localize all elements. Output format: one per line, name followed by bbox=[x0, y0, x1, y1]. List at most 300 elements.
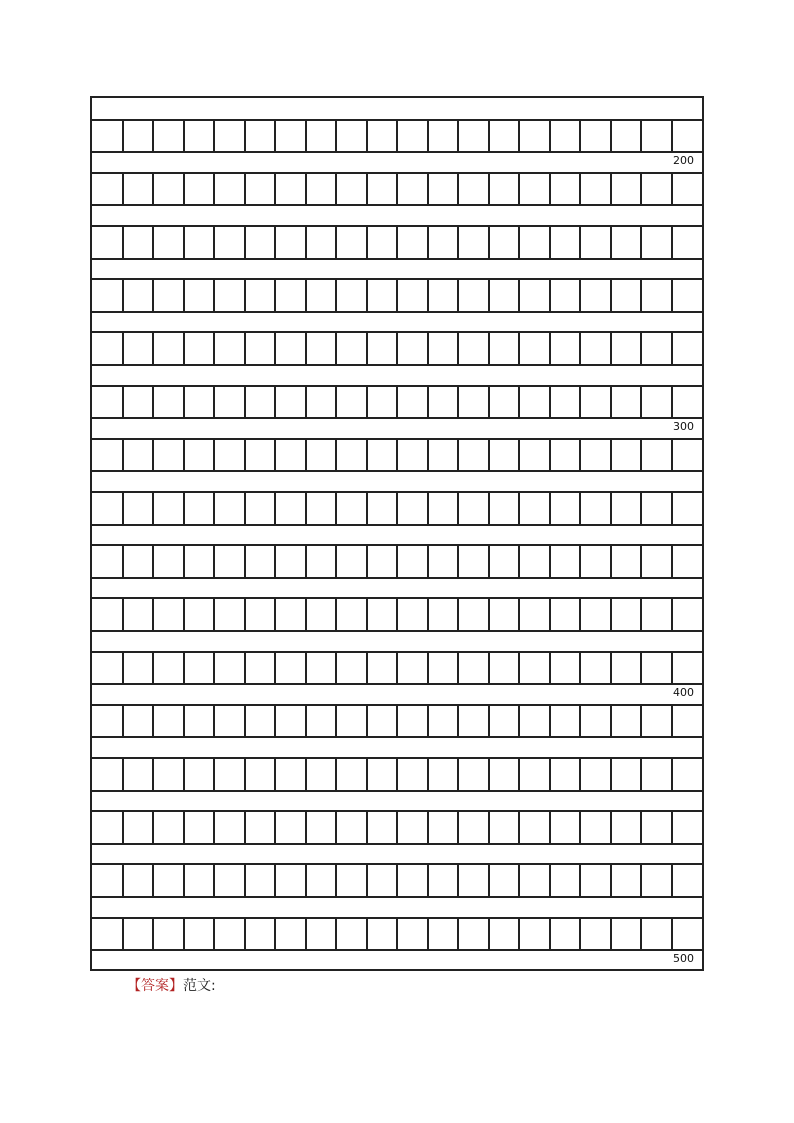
answer-tag: 【答案】 bbox=[127, 978, 183, 994]
grid-cell-divider bbox=[335, 331, 337, 364]
grid-cell-divider bbox=[457, 491, 459, 524]
grid-cell-divider bbox=[518, 651, 520, 684]
grid-cell-divider bbox=[518, 331, 520, 364]
grid-cell-divider bbox=[427, 757, 429, 790]
grid-cell-divider bbox=[488, 597, 490, 630]
grid-cell-divider bbox=[457, 438, 459, 471]
grid-cell-divider bbox=[183, 704, 185, 737]
grid-cell-divider bbox=[335, 438, 337, 471]
grid-cell-divider bbox=[427, 651, 429, 684]
grid-cell-divider bbox=[213, 863, 215, 896]
grid-cell-divider bbox=[610, 119, 612, 152]
grid-cell-divider bbox=[152, 119, 154, 152]
grid-cell-divider bbox=[427, 863, 429, 896]
grid-cell-divider bbox=[213, 544, 215, 577]
grid-cell-divider bbox=[366, 385, 368, 418]
grid-cell-divider bbox=[427, 917, 429, 950]
grid-cell-divider bbox=[396, 491, 398, 524]
grid-cell-divider bbox=[457, 225, 459, 258]
grid-cell-divider bbox=[488, 225, 490, 258]
grid-cell-divider bbox=[396, 810, 398, 843]
grid-cell-divider bbox=[640, 544, 642, 577]
grid-cell-divider bbox=[335, 119, 337, 152]
grid-cell-divider bbox=[488, 863, 490, 896]
grid-row-bottom-line bbox=[92, 311, 702, 313]
grid-cell-divider bbox=[457, 757, 459, 790]
grid-cell-divider bbox=[274, 172, 276, 205]
grid-cell-divider bbox=[396, 172, 398, 205]
grid-cell-divider bbox=[671, 172, 673, 205]
grid-cell-divider bbox=[122, 651, 124, 684]
grid-cell-divider bbox=[396, 917, 398, 950]
grid-cell-divider bbox=[488, 704, 490, 737]
grid-cell-divider bbox=[427, 810, 429, 843]
grid-cell-divider bbox=[579, 704, 581, 737]
grid-cell-divider bbox=[335, 385, 337, 418]
grid-cell-divider bbox=[122, 385, 124, 418]
grid-cell-divider bbox=[244, 119, 246, 152]
grid-cell-divider bbox=[640, 119, 642, 152]
grid-cell-divider bbox=[640, 438, 642, 471]
grid-cell-divider bbox=[549, 704, 551, 737]
grid-cell-divider bbox=[366, 491, 368, 524]
grid-cell-divider bbox=[122, 278, 124, 311]
grid-row-bottom-line bbox=[92, 790, 702, 792]
grid-cell-divider bbox=[671, 544, 673, 577]
grid-cell-divider bbox=[152, 651, 154, 684]
grid-cell-divider bbox=[640, 757, 642, 790]
grid-cell-divider bbox=[457, 331, 459, 364]
grid-cell-divider bbox=[396, 278, 398, 311]
grid-cell-divider bbox=[183, 172, 185, 205]
grid-cell-divider bbox=[579, 331, 581, 364]
grid-cell-divider bbox=[305, 491, 307, 524]
grid-cell-divider bbox=[671, 278, 673, 311]
grid-cell-divider bbox=[610, 863, 612, 896]
grid-cell-divider bbox=[366, 597, 368, 630]
grid-cell-divider bbox=[610, 544, 612, 577]
grid-cell-divider bbox=[335, 810, 337, 843]
grid-cell-divider bbox=[152, 544, 154, 577]
grid-row-bottom-line bbox=[92, 258, 702, 260]
grid-cell-divider bbox=[305, 757, 307, 790]
grid-cell-divider bbox=[457, 651, 459, 684]
grid-cell-divider bbox=[305, 172, 307, 205]
grid-cell-divider bbox=[366, 757, 368, 790]
grid-row-bottom-line bbox=[92, 736, 702, 738]
grid-cell-divider bbox=[518, 172, 520, 205]
grid-cell-divider bbox=[518, 119, 520, 152]
grid-cell-divider bbox=[244, 225, 246, 258]
grid-cell-divider bbox=[183, 278, 185, 311]
grid-cell-divider bbox=[213, 651, 215, 684]
grid-cell-divider bbox=[640, 385, 642, 418]
grid-cell-divider bbox=[427, 491, 429, 524]
grid-cell-divider bbox=[579, 225, 581, 258]
grid-cell-divider bbox=[579, 544, 581, 577]
grid-cell-divider bbox=[671, 704, 673, 737]
grid-cell-divider bbox=[549, 172, 551, 205]
grid-cell-divider bbox=[457, 863, 459, 896]
grid-cell-divider bbox=[305, 810, 307, 843]
grid-cell-divider bbox=[457, 385, 459, 418]
grid-cell-divider bbox=[518, 863, 520, 896]
grid-cell-divider bbox=[122, 757, 124, 790]
grid-cell-divider bbox=[640, 651, 642, 684]
grid-cell-divider bbox=[671, 119, 673, 152]
grid-cell-divider bbox=[488, 810, 490, 843]
grid-cell-divider bbox=[396, 757, 398, 790]
grid-cell-divider bbox=[640, 172, 642, 205]
grid-cell-divider bbox=[335, 757, 337, 790]
grid-cell-divider bbox=[549, 810, 551, 843]
grid-cell-divider bbox=[427, 278, 429, 311]
grid-cell-divider bbox=[305, 544, 307, 577]
grid-cell-divider bbox=[488, 651, 490, 684]
grid-cell-divider bbox=[579, 757, 581, 790]
grid-cell-divider bbox=[305, 863, 307, 896]
grid-cell-divider bbox=[610, 917, 612, 950]
answer-line bbox=[127, 976, 216, 996]
grid-cell-divider bbox=[549, 544, 551, 577]
grid-cell-divider bbox=[213, 385, 215, 418]
grid-cell-divider bbox=[488, 278, 490, 311]
word-count-marker: 500 bbox=[673, 952, 694, 966]
grid-cell-divider bbox=[457, 544, 459, 577]
grid-cell-divider bbox=[610, 757, 612, 790]
grid-cell-divider bbox=[152, 225, 154, 258]
grid-row-bottom-line bbox=[92, 843, 702, 845]
grid-cell-divider bbox=[366, 651, 368, 684]
grid-cell-divider bbox=[274, 544, 276, 577]
grid-cell-divider bbox=[366, 863, 368, 896]
grid-cell-divider bbox=[183, 331, 185, 364]
grid-cell-divider bbox=[457, 704, 459, 737]
grid-cell-divider bbox=[213, 225, 215, 258]
grid-cell-divider bbox=[244, 651, 246, 684]
grid-cell-divider bbox=[488, 438, 490, 471]
grid-cell-divider bbox=[640, 597, 642, 630]
grid-cell-divider bbox=[396, 225, 398, 258]
grid-cell-divider bbox=[671, 491, 673, 524]
grid-cell-divider bbox=[274, 331, 276, 364]
grid-cell-divider bbox=[335, 491, 337, 524]
grid-cell-divider bbox=[610, 172, 612, 205]
grid-cell-divider bbox=[183, 863, 185, 896]
grid-row-bottom-line bbox=[92, 364, 702, 366]
composition-grid bbox=[90, 96, 704, 971]
grid-cell-divider bbox=[122, 119, 124, 152]
grid-cell-divider bbox=[335, 651, 337, 684]
grid-cell-divider bbox=[244, 863, 246, 896]
grid-cell-divider bbox=[274, 438, 276, 471]
grid-cell-divider bbox=[640, 225, 642, 258]
grid-cell-divider bbox=[579, 917, 581, 950]
grid-cell-divider bbox=[427, 385, 429, 418]
grid-cell-divider bbox=[244, 438, 246, 471]
grid-cell-divider bbox=[305, 225, 307, 258]
grid-cell-divider bbox=[488, 119, 490, 152]
grid-cell-divider bbox=[579, 863, 581, 896]
grid-cell-divider bbox=[366, 704, 368, 737]
grid-row-bottom-line bbox=[92, 896, 702, 898]
grid-cell-divider bbox=[427, 331, 429, 364]
grid-cell-divider bbox=[213, 810, 215, 843]
grid-cell-divider bbox=[549, 119, 551, 152]
grid-cell-divider bbox=[396, 651, 398, 684]
grid-cell-divider bbox=[518, 225, 520, 258]
model-essay-label: 范文: bbox=[183, 978, 216, 994]
grid-cell-divider bbox=[244, 704, 246, 737]
grid-cell-divider bbox=[640, 863, 642, 896]
grid-cell-divider bbox=[183, 810, 185, 843]
grid-cell-divider bbox=[244, 597, 246, 630]
grid-cell-divider bbox=[427, 704, 429, 737]
grid-cell-divider bbox=[244, 544, 246, 577]
grid-cell-divider bbox=[244, 810, 246, 843]
grid-cell-divider bbox=[213, 119, 215, 152]
grid-cell-divider bbox=[610, 438, 612, 471]
grid-cell-divider bbox=[183, 385, 185, 418]
grid-cell-divider bbox=[244, 278, 246, 311]
grid-cell-divider bbox=[122, 225, 124, 258]
grid-cell-divider bbox=[122, 544, 124, 577]
grid-cell-divider bbox=[274, 810, 276, 843]
grid-cell-divider bbox=[396, 544, 398, 577]
grid-cell-divider bbox=[152, 491, 154, 524]
grid-cell-divider bbox=[152, 278, 154, 311]
grid-cell-divider bbox=[640, 278, 642, 311]
grid-cell-divider bbox=[549, 863, 551, 896]
grid-cell-divider bbox=[396, 331, 398, 364]
grid-cell-divider bbox=[274, 278, 276, 311]
grid-cell-divider bbox=[366, 278, 368, 311]
grid-cell-divider bbox=[366, 438, 368, 471]
grid-cell-divider bbox=[122, 172, 124, 205]
grid-cell-divider bbox=[518, 278, 520, 311]
grid-cell-divider bbox=[274, 597, 276, 630]
grid-cell-divider bbox=[274, 917, 276, 950]
grid-cell-divider bbox=[488, 385, 490, 418]
grid-row-bottom-line bbox=[92, 204, 702, 206]
grid-cell-divider bbox=[640, 331, 642, 364]
grid-cell-divider bbox=[244, 491, 246, 524]
grid-cell-divider bbox=[579, 597, 581, 630]
grid-cell-divider bbox=[152, 810, 154, 843]
grid-cell-divider bbox=[518, 597, 520, 630]
grid-cell-divider bbox=[366, 810, 368, 843]
grid-cell-divider bbox=[579, 278, 581, 311]
grid-row-bottom-line bbox=[92, 151, 702, 153]
grid-cell-divider bbox=[183, 597, 185, 630]
grid-cell-divider bbox=[366, 544, 368, 577]
grid-cell-divider bbox=[213, 438, 215, 471]
grid-cell-divider bbox=[274, 119, 276, 152]
grid-cell-divider bbox=[122, 597, 124, 630]
grid-cell-divider bbox=[457, 278, 459, 311]
grid-cell-divider bbox=[640, 917, 642, 950]
grid-cell-divider bbox=[549, 331, 551, 364]
grid-cell-divider bbox=[152, 172, 154, 205]
grid-cell-divider bbox=[274, 757, 276, 790]
grid-cell-divider bbox=[183, 438, 185, 471]
grid-cell-divider bbox=[610, 225, 612, 258]
word-count-marker: 300 bbox=[673, 420, 694, 434]
grid-cell-divider bbox=[274, 863, 276, 896]
grid-cell-divider bbox=[152, 385, 154, 418]
grid-cell-divider bbox=[396, 119, 398, 152]
grid-cell-divider bbox=[518, 491, 520, 524]
grid-cell-divider bbox=[335, 225, 337, 258]
grid-cell-divider bbox=[335, 597, 337, 630]
grid-cell-divider bbox=[396, 863, 398, 896]
grid-cell-divider bbox=[518, 810, 520, 843]
grid-cell-divider bbox=[610, 385, 612, 418]
grid-cell-divider bbox=[183, 757, 185, 790]
grid-cell-divider bbox=[549, 278, 551, 311]
grid-cell-divider bbox=[305, 917, 307, 950]
word-count-marker: 200 bbox=[673, 154, 694, 168]
grid-cell-divider bbox=[549, 917, 551, 950]
grid-cell-divider bbox=[274, 651, 276, 684]
grid-cell-divider bbox=[488, 331, 490, 364]
grid-cell-divider bbox=[640, 704, 642, 737]
grid-cell-divider bbox=[427, 172, 429, 205]
grid-cell-divider bbox=[579, 651, 581, 684]
grid-cell-divider bbox=[335, 704, 337, 737]
grid-cell-divider bbox=[671, 597, 673, 630]
grid-cell-divider bbox=[427, 438, 429, 471]
grid-cell-divider bbox=[305, 278, 307, 311]
grid-cell-divider bbox=[152, 757, 154, 790]
grid-cell-divider bbox=[457, 119, 459, 152]
grid-cell-divider bbox=[183, 651, 185, 684]
grid-cell-divider bbox=[610, 810, 612, 843]
grid-cell-divider bbox=[457, 917, 459, 950]
grid-row-bottom-line bbox=[92, 470, 702, 472]
grid-cell-divider bbox=[579, 438, 581, 471]
grid-cell-divider bbox=[518, 438, 520, 471]
grid-cell-divider bbox=[366, 172, 368, 205]
grid-cell-divider bbox=[549, 438, 551, 471]
grid-cell-divider bbox=[335, 863, 337, 896]
grid-cell-divider bbox=[274, 491, 276, 524]
grid-cell-divider bbox=[579, 172, 581, 205]
grid-cell-divider bbox=[274, 225, 276, 258]
grid-cell-divider bbox=[305, 597, 307, 630]
grid-cell-divider bbox=[671, 331, 673, 364]
grid-cell-divider bbox=[549, 597, 551, 630]
grid-cell-divider bbox=[244, 917, 246, 950]
grid-cell-divider bbox=[122, 810, 124, 843]
grid-cell-divider bbox=[366, 917, 368, 950]
grid-cell-divider bbox=[549, 385, 551, 418]
grid-cell-divider bbox=[213, 704, 215, 737]
grid-cell-divider bbox=[488, 172, 490, 205]
grid-cell-divider bbox=[671, 917, 673, 950]
grid-cell-divider bbox=[122, 438, 124, 471]
grid-cell-divider bbox=[518, 544, 520, 577]
grid-cell-divider bbox=[183, 917, 185, 950]
grid-row-bottom-line bbox=[92, 683, 702, 685]
grid-cell-divider bbox=[366, 331, 368, 364]
grid-cell-divider bbox=[183, 544, 185, 577]
grid-cell-divider bbox=[152, 704, 154, 737]
grid-cell-divider bbox=[488, 757, 490, 790]
grid-cell-divider bbox=[427, 597, 429, 630]
grid-cell-divider bbox=[579, 810, 581, 843]
grid-cell-divider bbox=[671, 438, 673, 471]
grid-cell-divider bbox=[579, 385, 581, 418]
grid-cell-divider bbox=[122, 704, 124, 737]
grid-cell-divider bbox=[305, 119, 307, 152]
grid-cell-divider bbox=[396, 704, 398, 737]
grid-cell-divider bbox=[213, 331, 215, 364]
grid-cell-divider bbox=[305, 704, 307, 737]
grid-cell-divider bbox=[213, 278, 215, 311]
word-count-marker: 400 bbox=[673, 686, 694, 700]
grid-cell-divider bbox=[366, 119, 368, 152]
grid-row-bottom-line bbox=[92, 524, 702, 526]
grid-cell-divider bbox=[671, 757, 673, 790]
grid-cell-divider bbox=[152, 438, 154, 471]
grid-cell-divider bbox=[335, 917, 337, 950]
grid-cell-divider bbox=[671, 385, 673, 418]
grid-cell-divider bbox=[244, 172, 246, 205]
grid-cell-divider bbox=[122, 491, 124, 524]
grid-cell-divider bbox=[427, 544, 429, 577]
grid-cell-divider bbox=[671, 225, 673, 258]
grid-cell-divider bbox=[183, 225, 185, 258]
grid-cell-divider bbox=[213, 757, 215, 790]
grid-cell-divider bbox=[549, 491, 551, 524]
grid-cell-divider bbox=[610, 704, 612, 737]
grid-cell-divider bbox=[488, 917, 490, 950]
grid-row-bottom-line bbox=[92, 577, 702, 579]
grid-cell-divider bbox=[457, 597, 459, 630]
grid-cell-divider bbox=[152, 331, 154, 364]
grid-cell-divider bbox=[183, 491, 185, 524]
grid-cell-divider bbox=[518, 704, 520, 737]
grid-cell-divider bbox=[549, 651, 551, 684]
grid-cell-divider bbox=[183, 119, 185, 152]
grid-cell-divider bbox=[488, 491, 490, 524]
grid-row-bottom-line bbox=[92, 630, 702, 632]
grid-cell-divider bbox=[213, 597, 215, 630]
grid-cell-divider bbox=[640, 810, 642, 843]
grid-cell-divider bbox=[335, 172, 337, 205]
grid-cell-divider bbox=[671, 863, 673, 896]
grid-cell-divider bbox=[549, 225, 551, 258]
grid-cell-divider bbox=[122, 863, 124, 896]
grid-cell-divider bbox=[427, 119, 429, 152]
grid-cell-divider bbox=[305, 385, 307, 418]
grid-cell-divider bbox=[549, 757, 551, 790]
grid-cell-divider bbox=[244, 331, 246, 364]
grid-cell-divider bbox=[335, 278, 337, 311]
grid-cell-divider bbox=[610, 331, 612, 364]
grid-cell-divider bbox=[122, 917, 124, 950]
grid-cell-divider bbox=[610, 491, 612, 524]
grid-cell-divider bbox=[610, 278, 612, 311]
grid-cell-divider bbox=[274, 385, 276, 418]
grid-cell-divider bbox=[152, 917, 154, 950]
grid-cell-divider bbox=[152, 597, 154, 630]
grid-cell-divider bbox=[213, 491, 215, 524]
grid-cell-divider bbox=[152, 863, 154, 896]
grid-cell-divider bbox=[610, 597, 612, 630]
grid-cell-divider bbox=[518, 917, 520, 950]
